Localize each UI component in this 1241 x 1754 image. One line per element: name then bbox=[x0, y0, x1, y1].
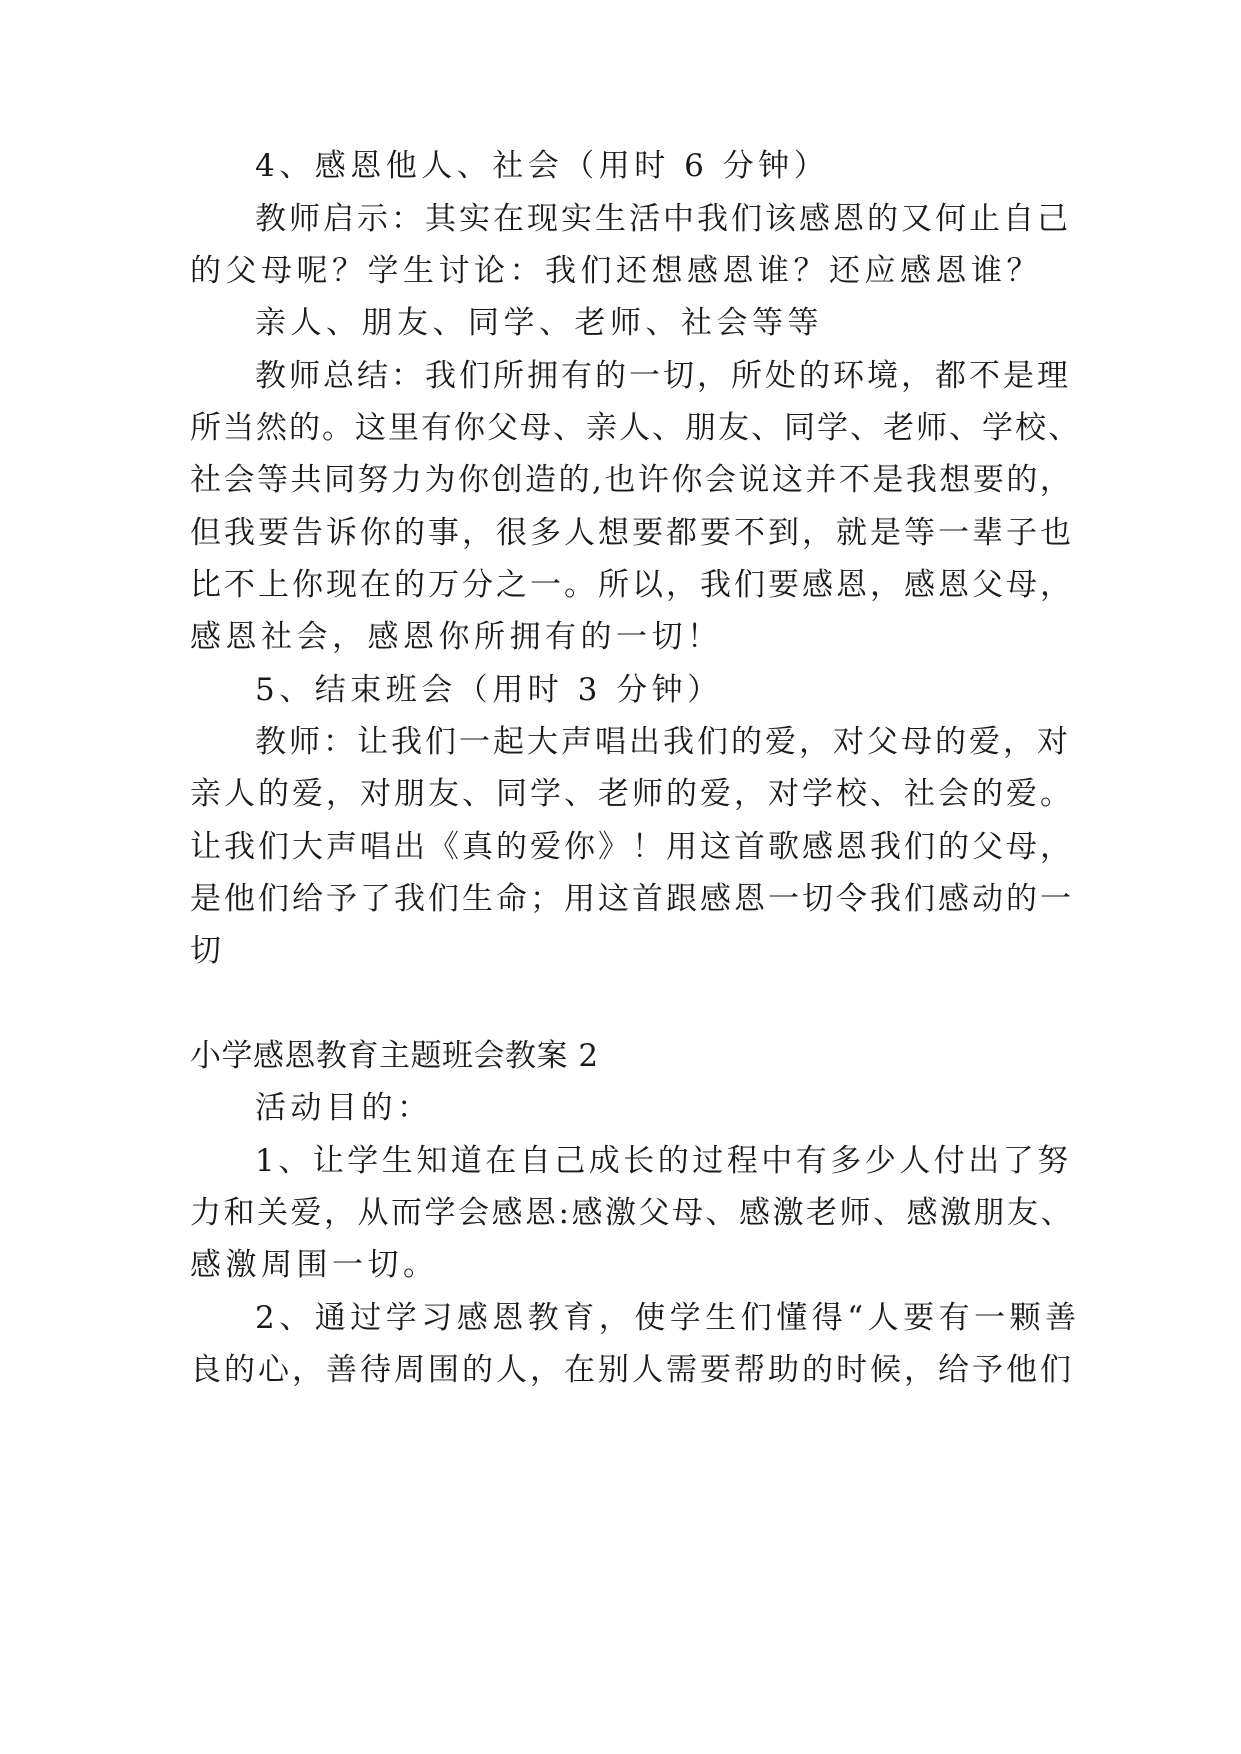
section-title: 小学感恩教育主题班会教案 2 bbox=[190, 1038, 599, 1074]
goal2-line-1: 2、通过学习感恩教育，使学生们懂得“人要有一颗善 bbox=[255, 1300, 1081, 1336]
teacher-closing-line-1: 教师：让我们一起大声唱出我们的爱，对父母的爱，对 bbox=[255, 724, 1071, 760]
teacher-summary-line-1: 教师总结：我们所拥有的一切，所处的环境，都不是理 bbox=[255, 358, 1071, 394]
goal1-line-3: 感激周围一切。 bbox=[190, 1247, 439, 1283]
teacher-closing-line-2: 亲人的爱，对朋友、同学、老师的爱，对学校、社会的爱。 bbox=[190, 776, 1074, 812]
teacher-summary-line-2: 所当然的。这里有你父母、亲人、朋友、同学、老师、学校、 bbox=[190, 410, 1081, 446]
teacher-closing-line-3: 让我们大声唱出《真的爱你》！用这首歌感恩我们的父母， bbox=[190, 829, 1074, 865]
teacher-hint-line-1: 教师启示：其实在现实生活中我们该感恩的又何止自己 bbox=[255, 201, 1071, 237]
item4-title: 4、感恩他人、社会（用时 6 分钟） bbox=[255, 148, 830, 184]
goals-label: 活动目的： bbox=[255, 1090, 433, 1126]
teacher-closing-line-4: 是他们给予了我们生命；用这首跟感恩一切令我们感动的一 bbox=[190, 881, 1074, 917]
teacher-hint-line-2: 的父母呢？学生讨论：我们还想感恩谁？还应感恩谁？ bbox=[190, 253, 1042, 289]
goal1-line-2: 力和关爱，从而学会感恩:感激父母、感激老师、感激朋友、 bbox=[190, 1195, 1074, 1231]
teacher-closing-line-5: 切 bbox=[190, 933, 226, 969]
teacher-summary-line-4: 但我要告诉你的事，很多人想要都要不到，就是等一辈子也 bbox=[190, 515, 1074, 551]
goal1-line-1: 1、让学生知道在自己成长的过程中有多少人付出了努 bbox=[255, 1143, 1072, 1179]
teacher-summary-line-3: 社会等共同努力为你创造的,也许你会说这并不是我想要的， bbox=[190, 462, 1074, 498]
teacher-summary-line-6: 感恩社会，感恩你所拥有的一切！ bbox=[190, 619, 723, 655]
answer-list: 亲人、朋友、同学、老师、社会等等 bbox=[255, 305, 823, 341]
item5-title: 5、结束班会（用时 3 分钟） bbox=[255, 672, 723, 708]
goal2-line-2: 良的心，善待周围的人，在别人需要帮助的时候，给予他们 bbox=[190, 1352, 1074, 1388]
teacher-summary-line-5: 比不上你现在的万分之一。所以，我们要感恩，感恩父母， bbox=[190, 567, 1074, 603]
